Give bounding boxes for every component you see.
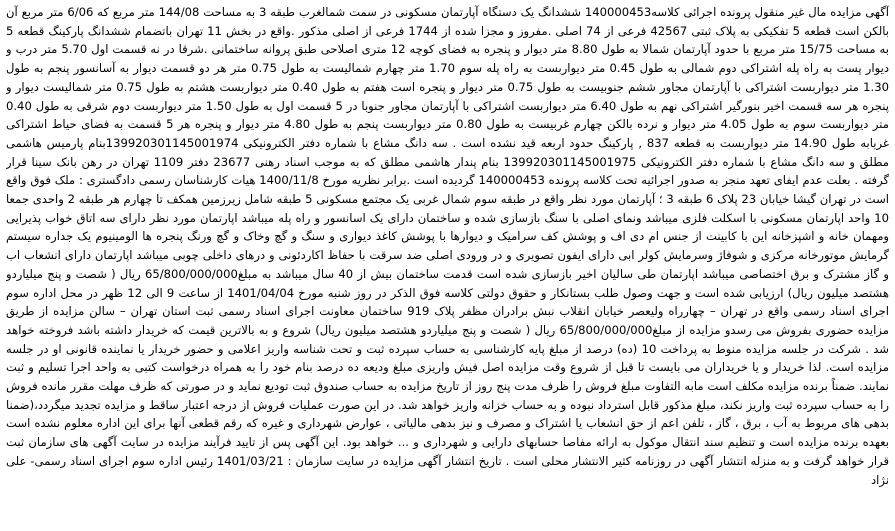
- auction-notice-body: آگهی مزایده مال غیر منقول پرونده اجرائی کلاسه140000453 ششدانگ یک دستگاه آپارتمان مسکونی در سمت شمالغرب طبقه 3 به مساحت 144/08 متر مربع که 6/06 متر مربع آن بالکن است قطعه 5 تفکیکی به پلاک ثبتی 42567 فرعی از 74 اصلی .مفروز و مجزا شده از 1744 فرعی از اصلی مذکور .واقع در بخش 11 تهران باتضمام ششدانگ پارکینگ قطعه 5 به مساحت 15/75 متر مربع با حدود آپارتمان شمالا به طول 8.80 متر دیوار و پنجره به فضای کوچه 12 متری اصلاحی طبق پروانه ساختمانی .شرقا در نه قسمت اول 5.70 متر درب و دیوار پست به راه پله اشتراکی دوم شمالی به طول 0.45 متر دیواربست به راه پله سوم 1.70 متر چهارم شمالیست به طول 0.75 متر هر دو قسمت دیوار به آسانسور پنجم به طول 1.30 متر دیواربست اشتراکی با آپارتمان مجاور ششم جنوبیست به طول 0.75 متر دیوار و پنجره است هفتم به طول 0.40 متر دیواربست هشتم به طول 0.75 متر شمالیست دیوار و پنجره هر سه قسمت اخیر بنورگیر اشتراکی نهم به طول 6.40 متر دیواربست اشتراکی با آپارتمان مجاور جنوبا در 5 قسمت اول به طول 1.50 متر دیواربست دوم شرقی به طول 0.40 متر دیواربست سوم به طول 4.05 متر دیوار و نرده بالکن چهارم غربیست به طول 0.80 متر دیواربست پنجم به طول 4.80 متر دیوار و پنجره هر 5 قسمت به فضای حیاط اشتراکی غربابه طول 14.90 متر دیواربست به قطعه 837 , پارکینگ حدود اربعه قید نشده است . سه دانگ مشاع با شماره دفتر الکترونیکی 139920301145001974بنام پارمیس هاشمی مطلق و سه دانگ مشاع با شماره دفتر الکترونیکی 139920301145001975 بنام پندار هاشمی مطلق که به موجب اسناد رهنی 23677 دفتر 1109 تهران در رهن بانک سینا قرار گرفته . بعلت عدم ایفای تعهد منجر به صدور اجرائیه تحت کلاسه پرونده 140000453 گردیده است .برابر نظریه مورخ 1400/11/8 هیات کارشناسان رسمی دادگستری : ملک فوق واقع است در تهران گیشا خیابان 23 پلاک 6 طبقه 3 ؛ آپارتمان مورد نظر واقع در طبقه سوم شمال غربی یک مجتمع مسکونی 5 طبقه شامل زیرزمین همکف تا چهارم هر طبقه 2 واحدی جمعا 10 واحد اپارتمان مسکونی با اسکلت فلزی میباشد ونمای اصلی با سنگ بازسازی شده و ساختمان دارای یک اسانسور و راه پله میباشد اپارتمان مورد نظر دارای سه اتاق خواب پذیرایی ومهمان خانه و اشپزخانه این با کابینت از جنس ام دی اف و پوشش کف سرامیک و دیوارها با پوشش کاغذ دیواری و سنگ و گچ وخاک و گچ ورنگ پنجره ها الومینیوم یک جداره سیستم گرمایش موتورخانه مرکزی و شوفاژ وسرمایش کولر ابی دارای ایفون تصویری و در ورودی اصلی ضد سرقت با حفاظ اکاردئونی و درهای داخلی چوبی میباشد اپارتمان دارای انشعاب اب و گاز مشترک و برق اختصاصی میباشد اپارتمان طی سالیان اخیر بازسازی شده است قدمت ساختمان بیش از 40 سال میباشد به مبلغ65/800/000/000 ریال ( شصت و پنج میلیاردو هشتصد میلیون ریال) ارزیابی شده است و جهت وصول طلب بستانکار و حقوق دولتی کلاسه فوق الذکر در روز شنبه مورخ 1401/04/04 از ساعت 9 الی 12 ظهر در محل اداره سوم اجرای اسناد رسمی واقع در تهران – چهارراه ولیعصر خیابان انقلاب نبش برادران مظفر پلاک 919 ساختمان معاونت اجرای اسناد رسمی ثبت استان تهران – سالن مزایده از طریق مزایده حضوری بفروش می رسدو مزایده از مبلغ65/800/000/000 ریال ( شصت و پنج میلیاردو هشتصد میلیون ریال) شروع و به بالاترین قیمت که خریدار داشته باشد فروخته خواهد شد . شرکت در جلسه مزایده منوط به پرداخت 10 (ده) درصد از مبلغ پایه کارشناسی به حساب سپرده ثبت و تحت شناسه واریز اعلامی و حضور خریدار یا نماینده قانونی او در جلسه مزایده است. لذا خریدار و یا خریداران می بایست تا قبل از شروع وقت مزایده اصل فیش واریزی مبلغ ودیعه ده درصد بنام خود را به همراه درخواست کتبی به واحد اجرا تسلیم و ثبت نمایند. ضمناً برنده مزایده مکلف است مابه التفاوت مبلغ فروش را ظرف مدت پنج روز از تاریخ مزایده به حساب صندوق ثبت تودیع نماید و در صورتی که ظرف مهلت مقرر مانده فروش را به حساب سپرده ثبت واریز نکند، مبلغ مذکور قابل استرداد نبوده و به حساب خزانه واریز خواهد شد. در این صورت عملیات فروش از درجه اعتبار ساقط و مزایده تجدید میگردد،(ضمنا بدهی های مربوط به آب ، برق ، گاز ، تلفن اعم از حق انشعاب یا اشتراک و مصرف و نیز بدهی مالیاتی ، عوارض شهرداری و غیره که رقم قطعی آنها برای این اداره معلوم نشده است بعهده برنده مزایده است و تنظیم سند انتقال موکول به ارائه مفاصا حسابهای دارایی و شهرداری و ... خواهد بود. این آگهی پس از تایید فرآیند مزایده در سایت آگهی های سازمان ثبت قرار خواهد گرفت و به منزله انتشار آگهی در روزنامه کثیر الانتشار محلی است . تاریخ انتشار آگهی مزایده در سایت سازمان : 1401/03/21 رئیس اداره سوم اجرای اسناد رسمی- علی نژاد: [6, 5, 889, 487]
- auction-notice-document: [6, 3, 889, 527]
